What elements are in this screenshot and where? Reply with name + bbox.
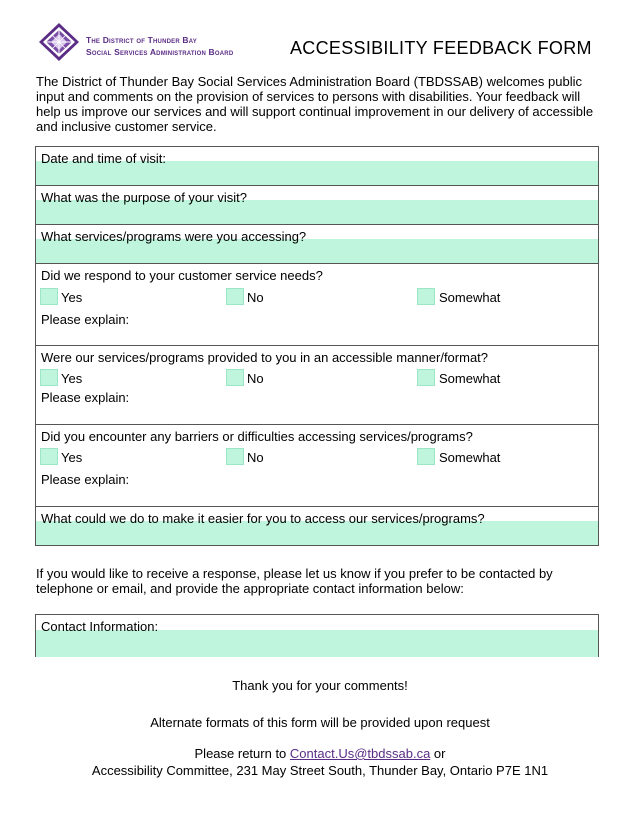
q1-somewhat-checkbox[interactable] <box>417 288 435 305</box>
q2-somewhat-checkbox[interactable] <box>417 369 435 386</box>
services-section <box>36 225 598 264</box>
purpose-label: What was the purpose of your visit? <box>41 190 247 205</box>
contact-label: Contact Information: <box>41 619 159 634</box>
q2-yes-checkbox[interactable] <box>40 369 58 386</box>
q3-somewhat-checkbox[interactable] <box>417 448 435 465</box>
intro-paragraph: The District of Thunder Bay Social Services Administration Board (TBDSSAB) welcomes public input and comments on the provision of services to persons with disabilities. Your feedback will help us improve our services and will support continual improvement in our delivery of accessible and inclusive customer service. <box>36 74 594 134</box>
q3-section <box>36 425 598 507</box>
q3-yes-checkbox[interactable] <box>40 448 58 465</box>
alternate-formats-text: Alternate formats of this form will be provided upon request <box>150 715 490 730</box>
q1-yes-label: Yes <box>61 290 83 305</box>
q2-section <box>36 346 598 425</box>
q2-yes-label: Yes <box>61 371 83 386</box>
page-title: ACCESSIBILITY FEEDBACK FORM <box>290 38 592 58</box>
improve-section <box>36 507 598 545</box>
q2-question: Were our services/programs provided to you in an accessible manner/format? <box>41 350 489 365</box>
email-link[interactable]: Contact.Us@tbdssab.ca <box>289 746 431 761</box>
thanks-text: Thank you for your comments! <box>232 678 408 693</box>
return-line <box>0 746 640 761</box>
tbdssab-logo-icon <box>38 22 80 62</box>
q3-yes-label: Yes <box>61 450 83 465</box>
date-label: Date and time of visit: <box>41 151 166 166</box>
q2-no-label: No <box>247 371 264 386</box>
improve-label: What could we do to make it easier for you to access our services/programs? <box>41 511 485 526</box>
date-section <box>36 147 598 186</box>
feedback-form <box>35 146 599 546</box>
q1-yes-checkbox[interactable] <box>40 288 58 305</box>
q2-no-checkbox[interactable] <box>226 369 244 386</box>
q1-somewhat-label: Somewhat <box>439 290 501 305</box>
org-name <box>86 34 233 58</box>
q1-section <box>36 264 598 346</box>
q3-somewhat-label: Somewhat <box>439 450 501 465</box>
q3-no-label: No <box>247 450 264 465</box>
address-text: Accessibility Committee, 231 May Street South, Thunder Bay, Ontario P7E 1N1 <box>91 763 549 778</box>
contact-section <box>35 614 599 657</box>
org-name-line2: Social Services Administration Board <box>86 47 234 57</box>
q2-somewhat-label: Somewhat <box>439 371 501 386</box>
q1-question: Did we respond to your customer service needs? <box>41 268 323 283</box>
org-name-line1: The District of Thunder Bay <box>86 35 197 45</box>
response-paragraph: If you would like to receive a response, please let us know if you prefer to be contacted by telephone or email, and provide the appropriate contact information below: <box>36 566 553 596</box>
services-label: What services/programs were you accessing? <box>41 229 307 244</box>
q1-no-checkbox[interactable] <box>226 288 244 305</box>
q3-explain-label: Please explain: <box>41 472 130 487</box>
return-suffix: or <box>433 746 446 761</box>
q2-explain-label: Please explain: <box>41 390 130 405</box>
return-prefix: Please return to <box>194 746 287 761</box>
purpose-section <box>36 186 598 225</box>
q1-no-label: No <box>247 290 264 305</box>
q1-explain-label: Please explain: <box>41 312 130 327</box>
q3-no-checkbox[interactable] <box>226 448 244 465</box>
contact-field[interactable] <box>36 630 598 657</box>
q3-question: Did you encounter any barriers or difficulties accessing services/programs? <box>41 429 473 444</box>
